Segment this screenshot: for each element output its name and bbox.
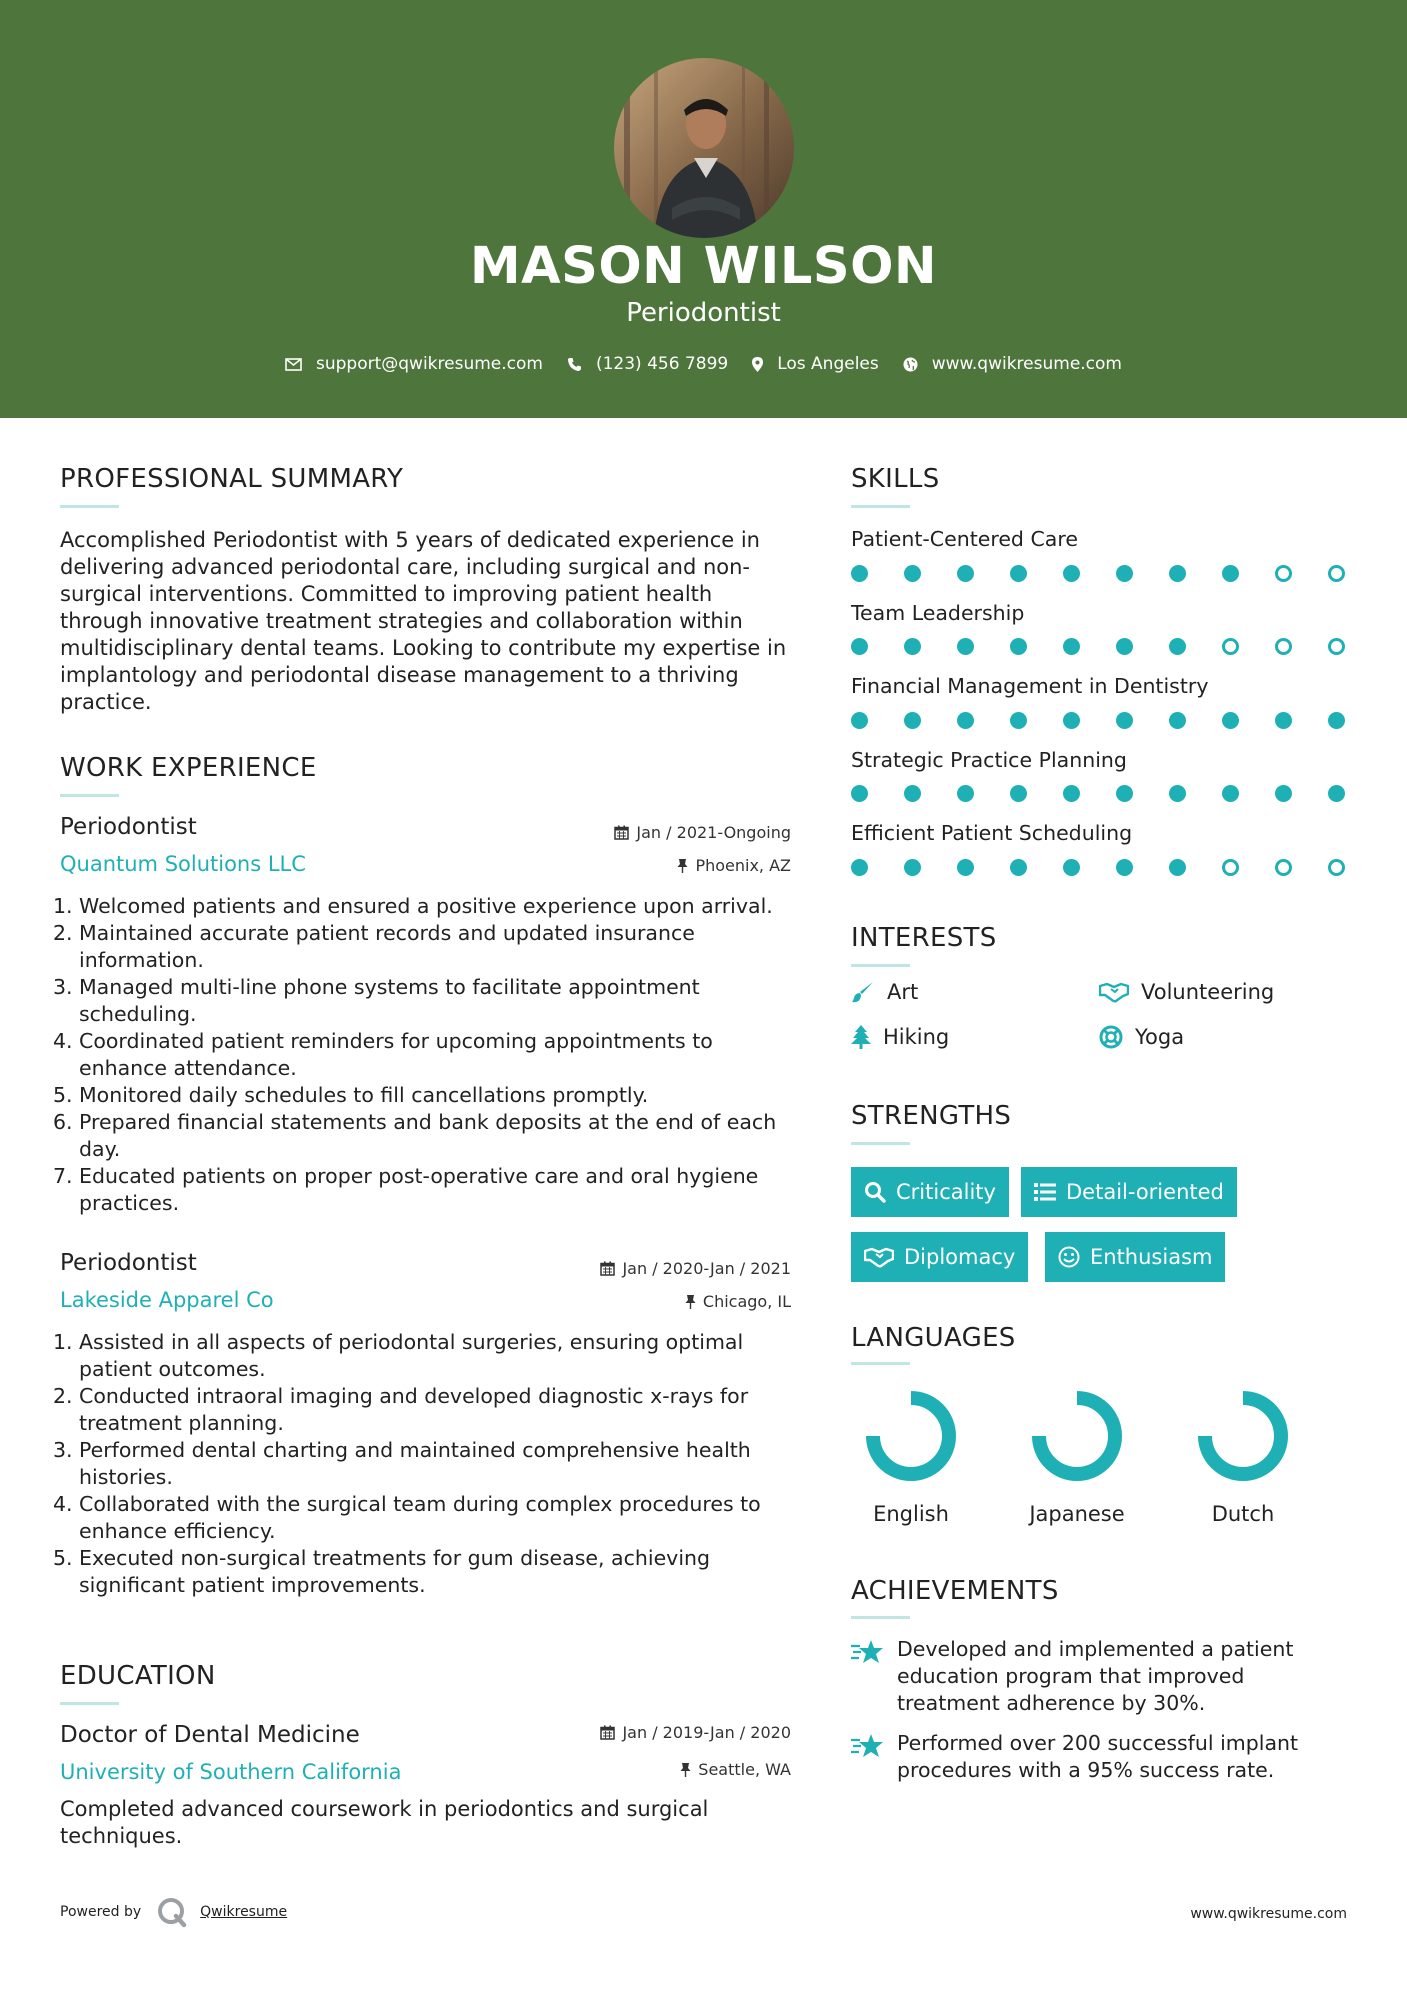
interest-item xyxy=(851,1025,949,1049)
list-item: 5. Monitored daily schedules to fill cancellations promptly. xyxy=(53,1083,649,1107)
job-dates xyxy=(560,823,791,842)
skill-name: Strategic Practice Planning xyxy=(851,748,1127,772)
education-underline xyxy=(60,1702,119,1705)
skill-dot-filled xyxy=(1169,638,1186,655)
brand-link[interactable]: Qwikresume xyxy=(200,1904,288,1920)
experience-heading: WORK EXPERIENCE xyxy=(60,753,317,783)
skill-dot-filled xyxy=(904,859,921,876)
education-dates xyxy=(540,1723,791,1742)
skill-dot-filled xyxy=(957,859,974,876)
star-icon xyxy=(851,1638,885,1666)
footer-brand xyxy=(60,1896,287,1928)
job-company: Quantum Solutions LLC xyxy=(60,852,306,876)
list-icon xyxy=(1034,1183,1056,1201)
strength-label: Criticality xyxy=(896,1180,996,1204)
skill-dot-filled xyxy=(1063,712,1080,729)
skills-heading: SKILLS xyxy=(851,464,940,494)
skill-dot-filled xyxy=(1169,859,1186,876)
skill-dot-filled xyxy=(1116,859,1133,876)
contact-phone-text: (123) 456 7899 xyxy=(595,354,729,374)
skill-dot-filled xyxy=(1222,712,1239,729)
skill-dot-filled xyxy=(1116,712,1133,729)
list-item: 5. Executed non-surgical treatments for gum disease, achieving significant patient improvements. xyxy=(53,1546,711,1597)
contact-website-text: www.qwikresume.com xyxy=(931,354,1122,374)
contact-phone[interactable] xyxy=(567,354,728,374)
skill-dot-filled xyxy=(957,638,974,655)
skill-dot-filled xyxy=(1275,712,1292,729)
achievement-item xyxy=(851,1730,1331,1784)
candidate-title: Periodontist xyxy=(626,298,781,328)
skill-dot-filled xyxy=(904,638,921,655)
school-name: University of Southern California xyxy=(60,1760,402,1784)
skill-dot-filled xyxy=(851,638,868,655)
job-company: Lakeside Apparel Co xyxy=(60,1288,274,1312)
smile-icon xyxy=(1058,1246,1080,1268)
strength-chip xyxy=(851,1167,1009,1217)
job-location-text: Phoenix, AZ xyxy=(695,856,791,875)
job-location-text: Chicago, IL xyxy=(702,1292,791,1311)
skill-dot-filled xyxy=(1116,785,1133,802)
contact-email[interactable] xyxy=(285,354,543,374)
skill-rating xyxy=(851,712,1381,729)
skill-dot-filled xyxy=(1063,785,1080,802)
skill-dot-filled xyxy=(1010,859,1027,876)
strengths-underline xyxy=(851,1142,910,1145)
language-gauge xyxy=(851,1386,971,1486)
skill-dot-filled xyxy=(851,785,868,802)
education-location-text: Seattle, WA xyxy=(698,1760,791,1779)
skill-dot-filled xyxy=(1275,785,1292,802)
map-pin-icon xyxy=(752,357,763,372)
qwikresume-logo-icon xyxy=(156,1896,188,1928)
language-label: Dutch xyxy=(1211,1502,1275,1526)
paintbrush-icon xyxy=(851,980,875,1004)
candidate-name: MASON WILSON xyxy=(469,237,938,296)
star-icon xyxy=(851,1732,885,1760)
languages-heading: LANGUAGES xyxy=(851,1323,1016,1353)
job-bullets xyxy=(53,1329,800,1599)
language-gauge xyxy=(1017,1386,1137,1486)
summary-heading: PROFESSIONAL SUMMARY xyxy=(60,464,404,494)
skill-dot-filled xyxy=(1063,859,1080,876)
contact-email-text: support@qwikresume.com xyxy=(316,354,543,374)
experience-underline xyxy=(60,794,119,797)
list-item: 4. Collaborated with the surgical team during complex procedures to enhance efficiency. xyxy=(53,1492,761,1543)
skill-dot-filled xyxy=(957,785,974,802)
list-item: 1. Welcomed patients and ensured a positive experience upon arrival. xyxy=(53,894,773,918)
skill-dot-empty xyxy=(1328,638,1345,655)
skill-dot-filled xyxy=(957,565,974,582)
list-item: 6. Prepared financial statements and bank deposits at the end of each day. xyxy=(53,1110,777,1161)
skill-rating xyxy=(851,565,1381,582)
pin-icon xyxy=(680,1762,691,1777)
globe-icon xyxy=(903,357,918,372)
header-banner xyxy=(0,0,1407,418)
skill-dot-filled xyxy=(1010,638,1027,655)
skill-dot-filled xyxy=(1010,565,1027,582)
interest-item xyxy=(1099,1025,1184,1049)
skill-dot-filled xyxy=(1328,785,1345,802)
skill-dot-filled xyxy=(904,565,921,582)
strength-chip xyxy=(1045,1232,1225,1282)
skill-rating xyxy=(851,785,1381,802)
interest-label: Hiking xyxy=(883,1025,950,1049)
skill-rating xyxy=(851,638,1381,655)
list-item: 3. Performed dental charting and maintained comprehensive health histories. xyxy=(53,1438,751,1489)
summary-underline xyxy=(60,505,119,508)
handshake-icon xyxy=(1099,981,1129,1003)
calendar-icon xyxy=(600,1725,615,1740)
skill-dot-empty xyxy=(1275,638,1292,655)
skill-rating xyxy=(851,859,1381,876)
skill-dot-filled xyxy=(851,859,868,876)
contact-location xyxy=(752,354,879,374)
language-arc xyxy=(873,1398,949,1474)
envelope-icon xyxy=(285,358,302,371)
degree-title: Doctor of Dental Medicine xyxy=(60,1722,360,1748)
powered-by-text: Powered by xyxy=(60,1904,142,1920)
contact-bar xyxy=(0,352,1407,376)
strength-label: Detail-oriented xyxy=(1066,1180,1224,1204)
calendar-icon xyxy=(600,1261,615,1276)
achievements-underline xyxy=(851,1616,910,1619)
handshake-icon xyxy=(864,1246,894,1268)
list-item: 4. Coordinated patient reminders for upcoming appointments to enhance attendance. xyxy=(53,1029,713,1080)
calendar-icon xyxy=(614,825,629,840)
interest-label: Art xyxy=(887,980,919,1004)
skill-dot-filled xyxy=(1010,712,1027,729)
achievement-text: Developed and implemented a patient education program that improved treatment adherence by 30%. xyxy=(897,1637,1294,1715)
interest-item xyxy=(1099,980,1274,1004)
contact-website[interactable] xyxy=(903,354,1122,374)
list-item: 2. Conducted intraoral imaging and developed diagnostic x-rays for treatment planning. xyxy=(53,1384,749,1435)
skill-dot-filled xyxy=(1328,712,1345,729)
lifering-icon xyxy=(1099,1025,1123,1049)
education-location xyxy=(560,1760,791,1779)
strength-chip xyxy=(851,1232,1028,1282)
skill-dot-filled xyxy=(1063,565,1080,582)
pin-icon xyxy=(685,1294,696,1309)
skill-name: Patient-Centered Care xyxy=(851,527,1078,551)
search-icon xyxy=(864,1181,886,1203)
skill-dot-filled xyxy=(1169,785,1186,802)
skill-dot-filled xyxy=(1222,785,1239,802)
strength-label: Enthusiasm xyxy=(1090,1245,1213,1269)
strengths-heading: STRENGTHS xyxy=(851,1101,1012,1131)
education-dates-text: Jan / 2019-Jan / 2020 xyxy=(622,1723,791,1742)
tree-icon xyxy=(851,1025,871,1049)
job-location xyxy=(560,856,791,875)
interests-heading: INTERESTS xyxy=(851,923,997,953)
job-title: Periodontist xyxy=(60,1250,197,1276)
list-item: 3. Managed multi-line phone systems to facilitate appointment scheduling. xyxy=(53,975,700,1026)
skill-dot-empty xyxy=(1328,859,1345,876)
skill-name: Team Leadership xyxy=(851,601,1025,625)
skill-dot-filled xyxy=(1116,638,1133,655)
interests-underline xyxy=(851,964,910,967)
skill-dot-empty xyxy=(1222,859,1239,876)
skill-dot-filled xyxy=(904,785,921,802)
list-item: 1. Assisted in all aspects of periodontal surgeries, ensuring optimal patient outcomes. xyxy=(53,1330,744,1381)
skill-name: Efficient Patient Scheduling xyxy=(851,821,1133,845)
list-item: 7. Educated patients on proper post-operative care and oral hygiene practices. xyxy=(53,1164,759,1215)
language-gauge xyxy=(1183,1386,1303,1486)
skill-dot-filled xyxy=(1222,565,1239,582)
interest-item xyxy=(851,980,918,1004)
job-bullets xyxy=(53,893,800,1217)
pin-icon xyxy=(677,858,688,873)
achievement-item xyxy=(851,1636,1331,1717)
phone-icon xyxy=(567,357,582,372)
skill-name: Financial Management in Dentistry xyxy=(851,674,1209,698)
education-heading: EDUCATION xyxy=(60,1661,216,1691)
skill-dot-filled xyxy=(957,712,974,729)
skill-dot-filled xyxy=(1063,638,1080,655)
skill-dot-filled xyxy=(1169,712,1186,729)
job-dates-text: Jan / 2020-Jan / 2021 xyxy=(622,1259,791,1278)
job-location xyxy=(560,1292,791,1311)
skill-dot-empty xyxy=(1328,565,1345,582)
education-description: Completed advanced coursework in periodontics and surgical techniques. xyxy=(60,1797,709,1848)
strength-chip xyxy=(1021,1167,1237,1217)
achievement-text: Performed over 200 successful implant procedures with a 95% success rate. xyxy=(897,1731,1299,1782)
interest-label: Volunteering xyxy=(1141,980,1275,1004)
avatar xyxy=(614,58,794,238)
skill-dot-filled xyxy=(1010,785,1027,802)
skill-dot-filled xyxy=(851,565,868,582)
languages-underline xyxy=(851,1362,910,1365)
skills-underline xyxy=(851,505,910,508)
skill-dot-filled xyxy=(851,712,868,729)
skill-dot-empty xyxy=(1222,638,1239,655)
language-label: Japanese xyxy=(1029,1502,1125,1526)
list-item: 2. Maintained accurate patient records and updated insurance information. xyxy=(53,921,695,972)
skill-dot-filled xyxy=(904,712,921,729)
job-title: Periodontist xyxy=(60,814,197,840)
language-label: English xyxy=(873,1502,949,1526)
skill-dot-filled xyxy=(1116,565,1133,582)
interest-label: Yoga xyxy=(1135,1025,1185,1049)
job-dates xyxy=(540,1259,791,1278)
footer-website[interactable]: www.qwikresume.com xyxy=(1190,1906,1347,1922)
achievements-heading: ACHIEVEMENTS xyxy=(851,1576,1059,1606)
language-arc xyxy=(1205,1398,1281,1474)
summary-text: Accomplished Periodontist with 5 years of dedicated experience in delivering advanced periodontal care, including surgical and non-surgical interventions. Committed to improving patient health through innovative treatment strategies and collaboration within multidisciplinary dental teams. Looking to contribute my expertise in implantology and periodontal disease management to a thriving practice. xyxy=(60,528,787,714)
contact-location-text: Los Angeles xyxy=(777,354,879,374)
strength-label: Diplomacy xyxy=(904,1245,1016,1269)
job-dates-text: Jan / 2021-Ongoing xyxy=(636,823,791,842)
language-arc xyxy=(1039,1398,1115,1474)
skill-dot-empty xyxy=(1275,859,1292,876)
skill-dot-filled xyxy=(1169,565,1186,582)
skill-dot-empty xyxy=(1275,565,1292,582)
